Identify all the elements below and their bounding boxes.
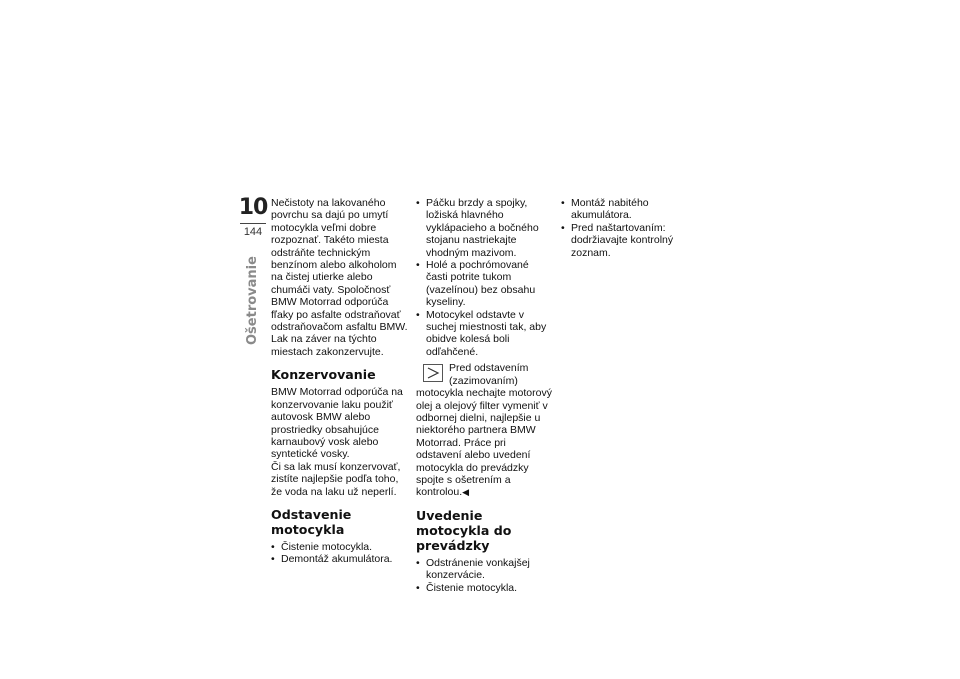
list-item-text: Montáž nabitého akumulátora. [571, 197, 649, 222]
list-item [561, 222, 701, 259]
list-item-text: Motocykel odstavte v suchej miestnosti tak, aby obidve kolesá boli odľahčené. [426, 308, 547, 358]
bullet: • [271, 553, 275, 566]
list-item [416, 197, 552, 259]
list-item [416, 259, 552, 309]
odstavenie-list-continued [416, 197, 552, 358]
konzervovanie-paragraph: BMW Motorrad odporúča na konzervovanie laku použiť autovosk BMW alebo prostriedky obsahujúce karnaubový vosk alebo syntetické vosky. [271, 386, 403, 461]
heading-uvedenie: Uvedenie motocykla do prevádzky [416, 507, 512, 553]
list-item-text: Demontáž akumulátora. [281, 553, 393, 566]
konzervovanie-paragraph-2: Či sa lak musí konzervovať, zistíte najlepšie podľa toho, že voda na laku už neperlí. [271, 460, 401, 498]
column-1 [271, 197, 409, 566]
section-title-vertical: Ošetrovanie [245, 256, 260, 345]
list-item [271, 553, 409, 565]
heading-odstavenie: Odstavenie motocykla [271, 506, 352, 537]
odstavenie-list [271, 541, 409, 566]
list-item [416, 309, 552, 359]
list-item-text: Čistenie motocykla. [281, 540, 373, 553]
column-2 [416, 197, 552, 594]
heading-konzervovanie: Konzervovanie [271, 367, 376, 383]
list-item-text: Páčku brzdy a spojky, ložiská hlavného vyklápacieho a bočného stojanu nastriekajte vhodným mazivom. [426, 197, 539, 259]
bullet: • [561, 197, 565, 209]
page-number: 144 [243, 226, 263, 238]
bullet: • [416, 308, 420, 321]
notice-block [416, 362, 552, 498]
list-item-text: Odstránenie vonkajšej konzervácie. [426, 556, 530, 582]
list-item [271, 541, 409, 553]
list-item-text: Holé a pochrómované časti potrite tukom (vazelínou) bez obsahu kyseliny. [426, 259, 536, 309]
chapter-divider [240, 223, 266, 224]
list-item [561, 197, 701, 222]
bullet: • [561, 221, 565, 234]
notice-text-body: Pred odstavením (zazimovaním) motocykla nechajte motorový olej a olejový filter vymeniť v odbornej dielni, najlepšie u niektorého partnera BMW Motorrad. Práce pri odstavení alebo uvedení motocykla do prevádzky spojte s ošetrením a kontrolou. [416, 362, 552, 499]
end-mark-icon: ◀ [462, 487, 470, 498]
warning-triangle-icon [423, 364, 443, 382]
uvedenie-list-continued [561, 197, 701, 259]
chapter-number: 10 [238, 195, 268, 220]
list-item [416, 582, 552, 594]
list-item-text: Čistenie motocykla. [426, 581, 518, 594]
bullet: • [416, 581, 420, 594]
list-item [416, 557, 552, 582]
notice-text [416, 362, 552, 498]
bullet: • [416, 556, 420, 569]
list-item-text: Pred naštartovaním: dodržiavajte kontrolný zoznam. [571, 221, 674, 259]
column-3 [561, 197, 701, 259]
bullet: • [416, 197, 420, 209]
intro-paragraph: Nečistoty na lakovaného povrchu sa dajú po umytí motocykla veľmi dobre rozpoznať. Takéto miesta odstráňte technickým benzínom alebo alkoholom na čistej utierke alebo chumáči vaty. Spoločnosť BMW Motorrad odporúča fľaky po asfalte odstraňovať odstraňovačom asfaltu BMW. Lak na záver na týchto miestach zakonzervujte. [271, 197, 408, 358]
bullet: • [416, 259, 420, 272]
bullet: • [271, 540, 275, 553]
uvedenie-list [416, 557, 552, 594]
